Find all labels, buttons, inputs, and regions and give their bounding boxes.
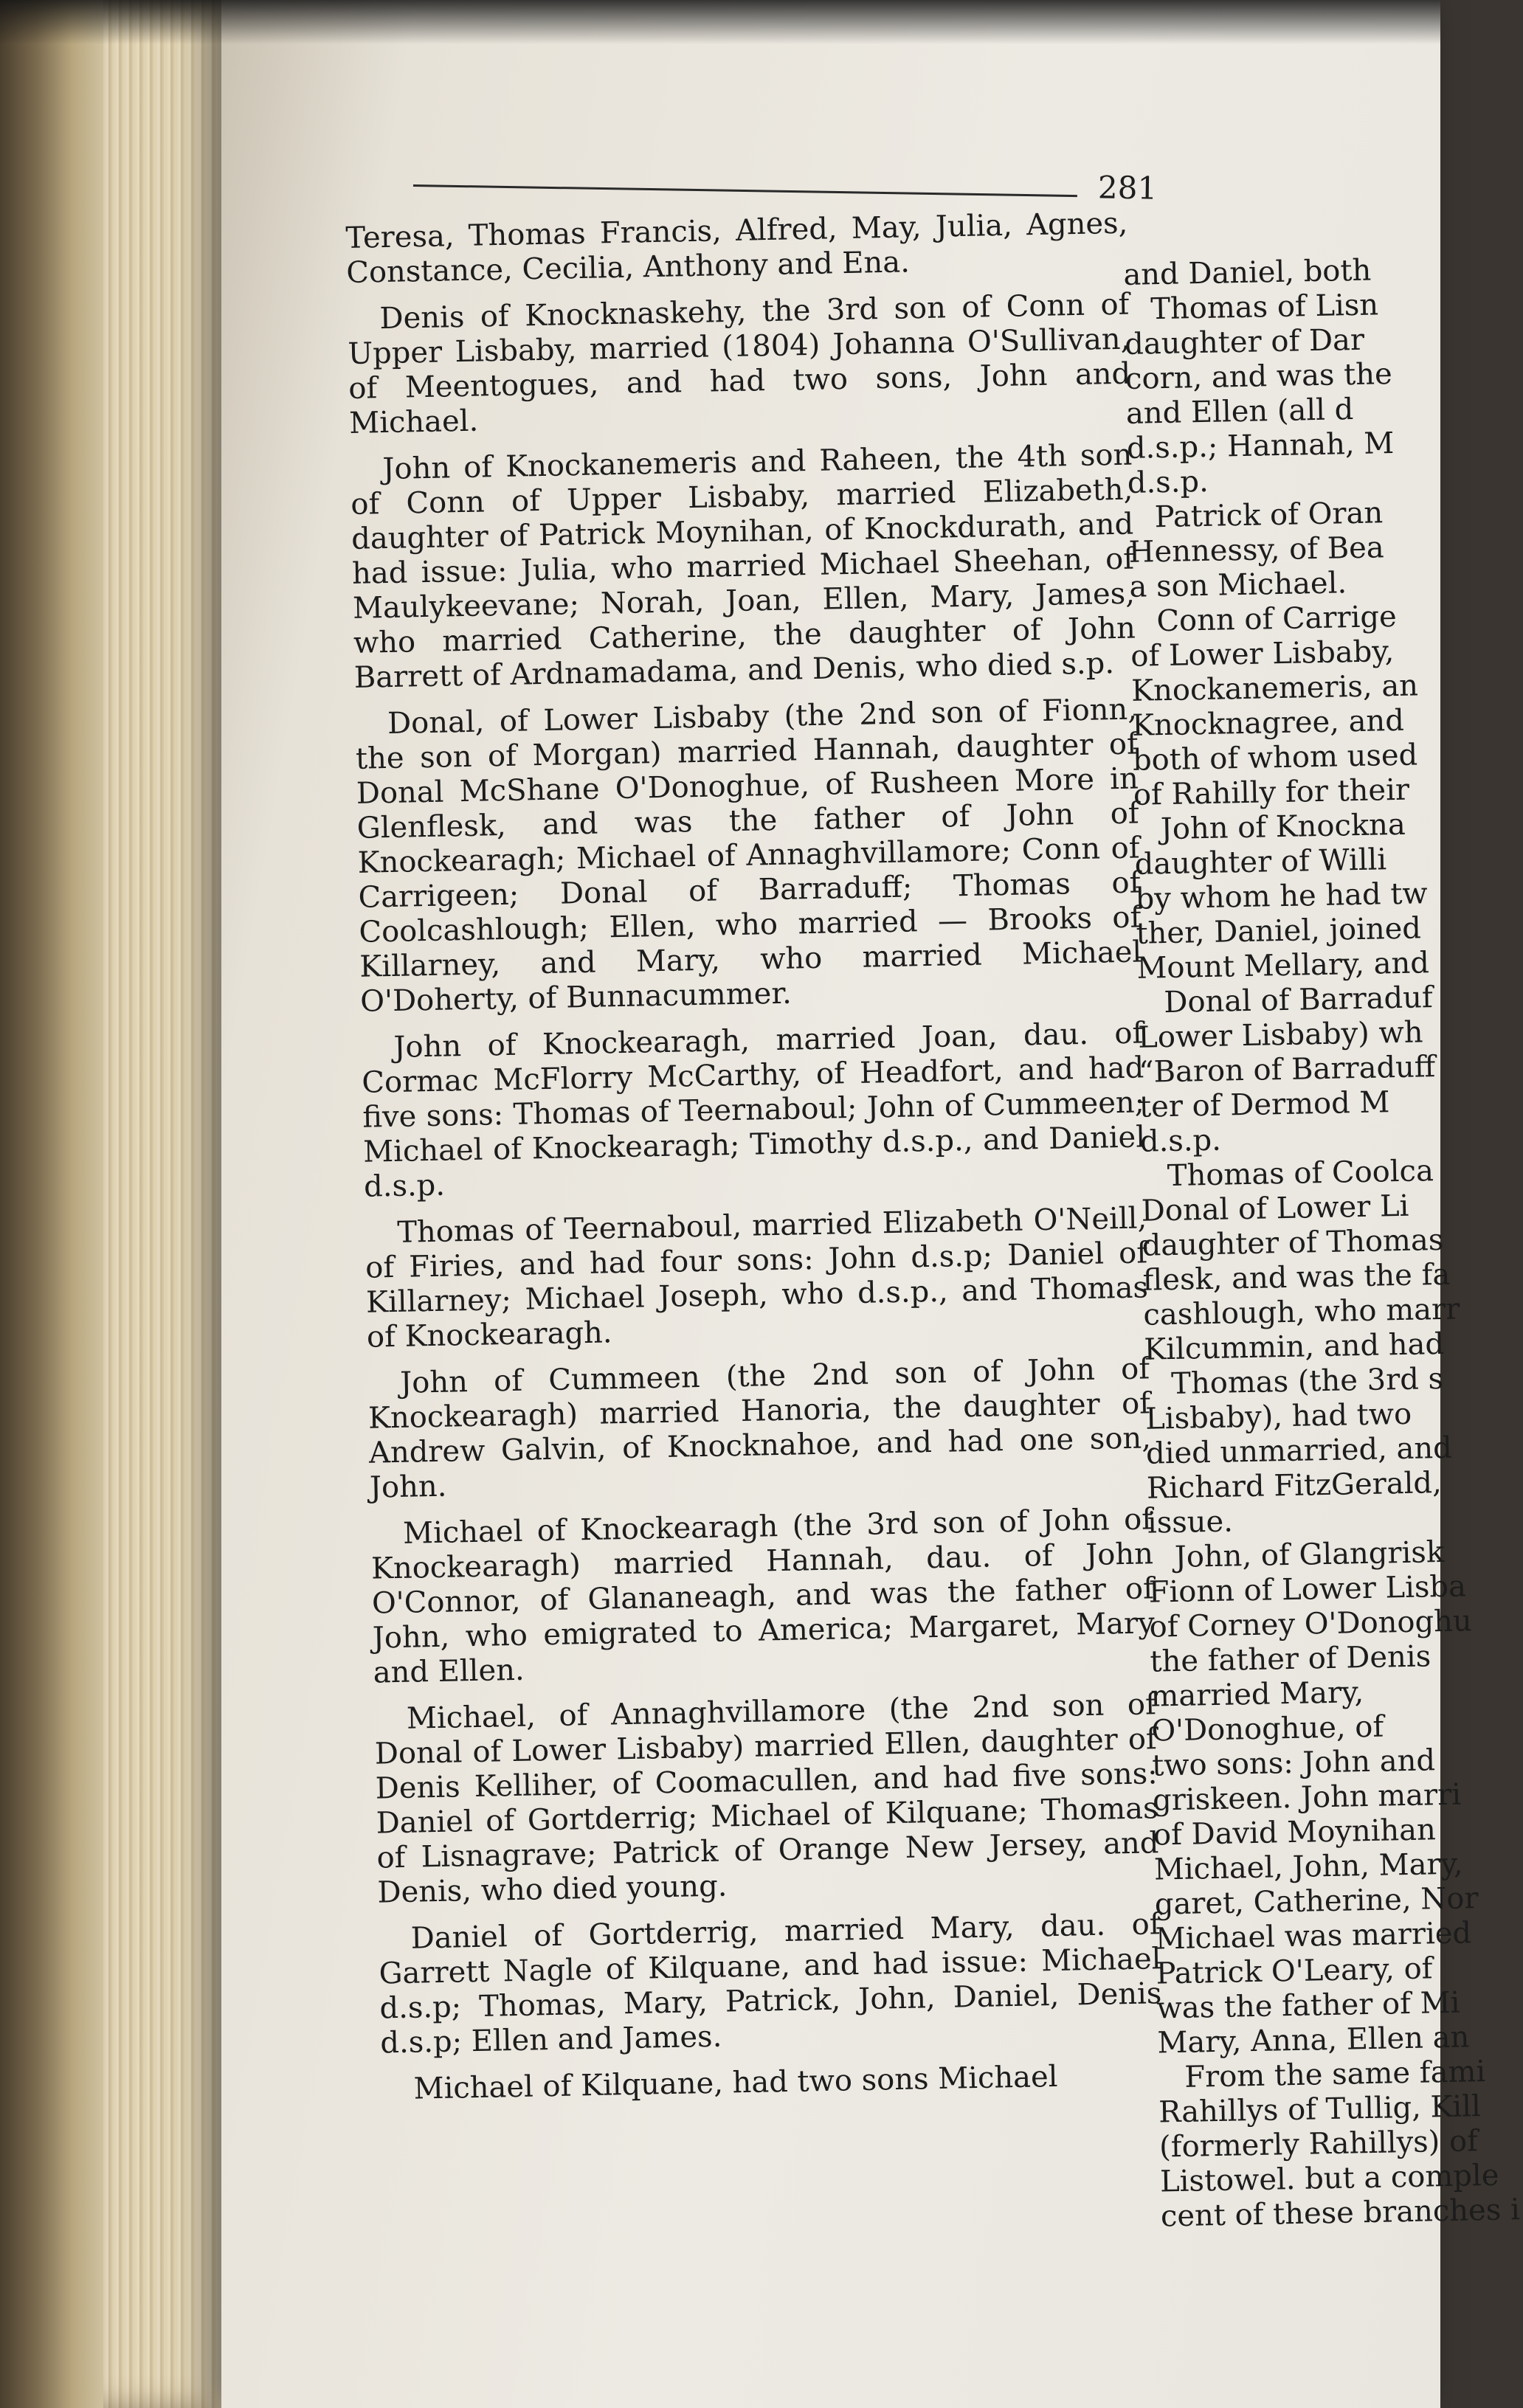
text-line: ther, Daniel, joined (1136, 911, 1422, 951)
text-line: d.s.p. (1139, 1123, 1222, 1159)
paragraph: Michael of Kilquane, had two sons Michael (413, 2059, 1058, 2106)
text-line: a son Michael. (1129, 566, 1347, 604)
right-text-column (1123, 252, 1521, 2397)
text-line: Michael was married (1155, 1916, 1472, 1957)
text-line: Kilcummin, and had (1143, 1326, 1445, 1367)
text-line: Michael, John, Mary, (1153, 1847, 1463, 1887)
paragraph: Daniel of Gortderrig, married Mary, dau. of Garrett Nagle of Kilquane, and had issue: Michael d.s.p; Thomas, Mary, Patrick, John, Daniel, Denis d.s.p; Ellen and James. (379, 1907, 1162, 2061)
text-line: and Ellen (all d (1125, 392, 1354, 431)
paragraph: Teresa, Thomas Francis, Alfred, May, Julia, Agnes, Constance, Cecilia, Anthony and Ena. (345, 206, 1128, 290)
text-line: the father of Denis (1150, 1639, 1432, 1679)
page-number: 281 (1097, 169, 1158, 207)
text-line: “Baron of Barraduff (1138, 1050, 1436, 1090)
paragraph: John of Knockanemeris and Raheen, the 4th son of Conn of Upper Lisbaby, married Elizabeth, daughter of Patrick Moynihan, of Knockdurath, and had issue: Julia, who married Michael Sheehan, of Maulykeevane; Norah, Joan, Ellen, Mary, James, who married Catherine, the daughter of John Barrett of Ardnamadama, and Denis, who died s.p. (350, 437, 1136, 695)
text-line: issue. (1147, 1504, 1234, 1540)
text-line: Donal of Barraduf (1163, 980, 1434, 1020)
text-line: daughter of Dar (1124, 322, 1365, 361)
book-spine-edge (0, 0, 103, 2408)
text-line: and Daniel, both (1123, 253, 1372, 292)
text-line: Lisbaby), had two (1144, 1397, 1412, 1436)
text-line: Fionn of Lower Lisba (1148, 1569, 1467, 1610)
text-line: married Mary, (1150, 1675, 1364, 1714)
text-line: John, of Glangrisk (1174, 1535, 1445, 1574)
text-line: was the father of Mi (1156, 1985, 1460, 2026)
text-line: (formerly Rahillys) of (1158, 2124, 1479, 2165)
text-line: cashlough, who marr (1143, 1292, 1460, 1332)
text-line: Hennessy, of Bea (1128, 530, 1385, 570)
text-line: Thomas of Coolca (1167, 1154, 1434, 1194)
text-line: d.s.p.; Hannah, M (1126, 426, 1395, 466)
text-line: Conn of Carrige (1156, 599, 1398, 639)
text-line: Patrick O'Leary, of (1156, 1951, 1433, 1991)
text-line: Thomas (the 3rd s (1170, 1361, 1444, 1402)
text-line: Knocknagree, and (1131, 703, 1405, 743)
text-line: flesk, and was the fa (1142, 1257, 1451, 1298)
text-line: Listowel. but a comple (1159, 2158, 1499, 2199)
paragraph: Michael, of Annaghvillamore (the 2nd son of Donal of Lower Lisbaby) married Ellen, daughter of Denis Kelliher, of Coomacullen, and had five sons: Daniel of Gortderrig; Michael of Kilquane; Thomas of Lisnagrave; Patrick of Orange New Jersey, and Denis, who died young. (374, 1687, 1159, 1910)
paragraph: John of Knockearagh, married Joan, dau. of Cormac McFlorry McCarthy, of Headfort, and had five sons: Thomas of Teernaboul; John of Cummeen; Michael of Knockearagh; Timothy d.s.p., and Daniel d.s.p. (361, 1016, 1146, 1204)
text-line: griskeen. John marri (1152, 1777, 1462, 1818)
text-line: d.s.p. (1127, 464, 1209, 500)
text-line: O'Donoghue, of (1150, 1709, 1384, 1748)
text-line: Patrick of Oran (1154, 496, 1384, 535)
text-line: John of Knockna (1160, 807, 1406, 847)
paragraph: John of Cummeen (the 2nd son of John of Knockearagh) married Hanoria, the daughter of Andrew Galvin, of Knocknahoe, and had one son, John. (367, 1352, 1152, 1505)
text-line: garet, Catherine, Nor (1154, 1881, 1479, 1922)
text-line: of Rahilly for their (1133, 772, 1410, 812)
text-line: two sons: John and (1151, 1743, 1436, 1783)
text-line: cent of these branches i (1160, 2193, 1521, 2234)
text-line: Lower Lisbaby) wh (1137, 1015, 1423, 1055)
text-line: From the same fami (1184, 2055, 1486, 2094)
text-line: corn, and was the (1125, 357, 1393, 396)
paragraph: Donal, of Lower Lisbaby (the 2nd son of Fionn, the son of Morgan) married Hannah, daughter of Donal McShane O'Donoghue, of Rusheen More in Glenflesk, and was the father of John of Knockearagh; Michael of Annaghvillamore; Conn of Carrigeen; Donal of Barraduff; Thomas of Coolcashlough; Ellen, who married — Brooks of Killarney, and Mary, who married Michael O'Doherty, of Bunnacummer. (355, 692, 1142, 1019)
text-line: Mary, Anna, Ellen an (1157, 2020, 1470, 2061)
text-line: of David Moynihan (1153, 1813, 1437, 1852)
text-line: died unmarried, and (1145, 1430, 1453, 1471)
text-line: Rahillys of Tullig, Kill (1158, 2089, 1482, 2130)
text-line: of Lower Lisbaby, (1130, 634, 1395, 674)
top-shadow (0, 0, 1440, 44)
text-line: by whom he had tw (1135, 876, 1429, 916)
text-line: Thomas of Lisn (1150, 288, 1379, 327)
text-line: daughter of Thomas (1142, 1222, 1444, 1263)
text-line: daughter of Willi (1134, 843, 1387, 882)
text-line: Donal of Lower Li (1141, 1189, 1409, 1228)
paragraph: Michael of Knockearagh (the 3rd son of John of Knockearagh) married Hannah, dau. of John O'Connor, of Glananeagh, and was the father of John, who emigrated to America; Margaret, Mary and Ellen. (370, 1502, 1156, 1690)
paragraph: Thomas of Teernaboul, married Elizabeth O'Neill, of Firies, and had four sons: John d.s.p; Daniel of Killarney; Michael Joseph, who d.s.p., and Thomas of Knockearagh. (365, 1201, 1149, 1354)
text-line: Mount Mellary, and (1136, 946, 1430, 986)
text-line: Richard FitzGerald, (1146, 1466, 1443, 1506)
text-line: Knockanemeris, an (1130, 668, 1419, 708)
text-line: ter of Dermod M (1139, 1085, 1390, 1124)
paragraph: Denis of Knocknaskehy, the 3rd son of Conn of Upper Lisbaby, married (1804) Johanna O'Sullivan, of Meentogues, and had two sons, John and Michael. (348, 287, 1131, 440)
main-text-column (345, 207, 1170, 2405)
text-line: of Corney O'Donoghu (1149, 1604, 1473, 1644)
text-line: both of whom used (1132, 738, 1418, 778)
